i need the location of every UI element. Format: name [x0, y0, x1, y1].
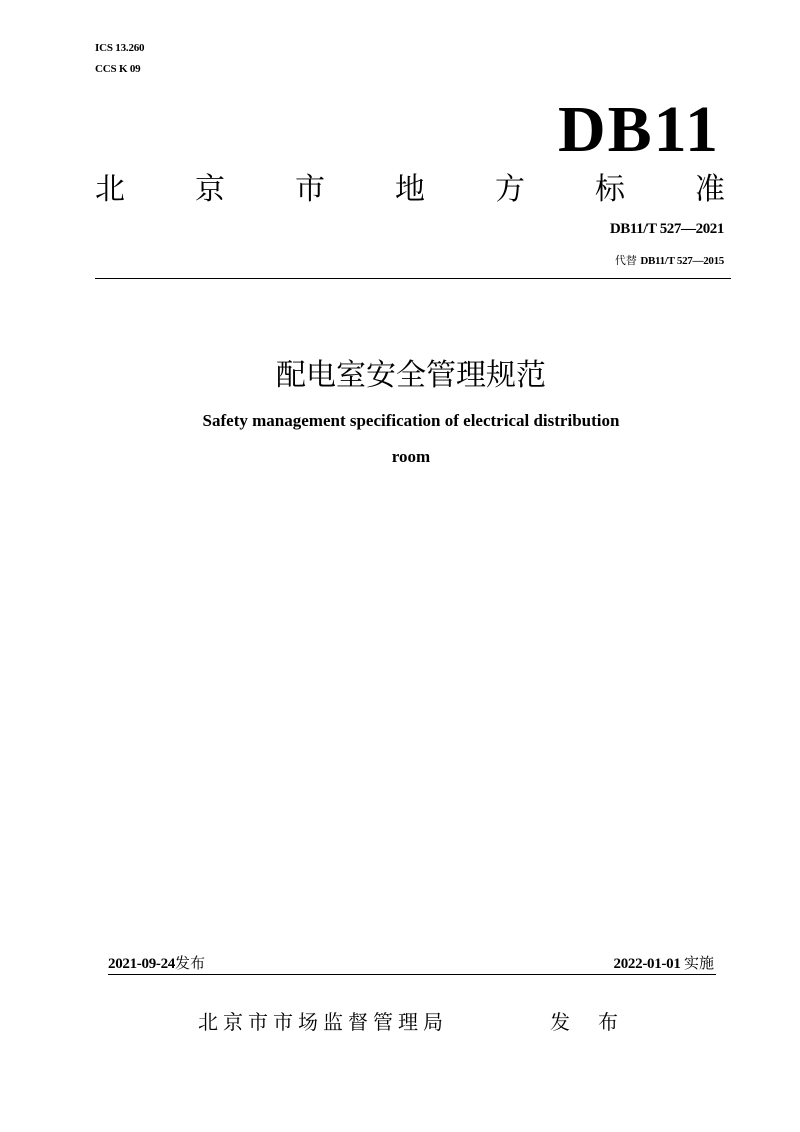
publish-label: 发布: [175, 954, 206, 972]
issuing-authority: 北京市市场监督管理局: [198, 1010, 448, 1034]
db-logo: DB11: [557, 93, 720, 166]
implement-date: 2022-01-01: [613, 956, 681, 972]
replaces-label: 代替: [614, 254, 637, 267]
standard-type-char: 市: [295, 172, 325, 207]
document-title-chinese: 配电室安全管理规范: [276, 358, 546, 393]
standard-type-char: 地: [395, 172, 425, 207]
implement-label: 实施: [683, 954, 714, 972]
publish-date-line: [108, 952, 205, 975]
standard-type-char: 北: [95, 172, 125, 207]
replaces-line: [615, 254, 724, 268]
implement-date-line: [614, 952, 714, 975]
standard-number: DB11/T 527—2021: [609, 221, 724, 237]
standard-type-char: 方: [495, 172, 525, 207]
standard-type-heading: [95, 170, 725, 210]
ics-code: ICS 13.260: [95, 42, 145, 54]
standard-type-char: 京: [195, 172, 225, 207]
document-title-english: Safety management specification of electrical distribution: [202, 411, 620, 430]
standard-type-char: 标: [595, 172, 625, 207]
replaces-number: DB11/T 527—2015: [640, 255, 724, 267]
document-title-english-continued: room: [391, 447, 431, 466]
publish-date: 2021-09-24: [108, 956, 175, 972]
footer-divider: [108, 974, 716, 975]
header-divider: [95, 278, 731, 279]
ccs-code: CCS K 09: [95, 63, 141, 75]
issued-label: 发布: [550, 1010, 646, 1034]
standard-type-char: 准: [695, 172, 725, 207]
